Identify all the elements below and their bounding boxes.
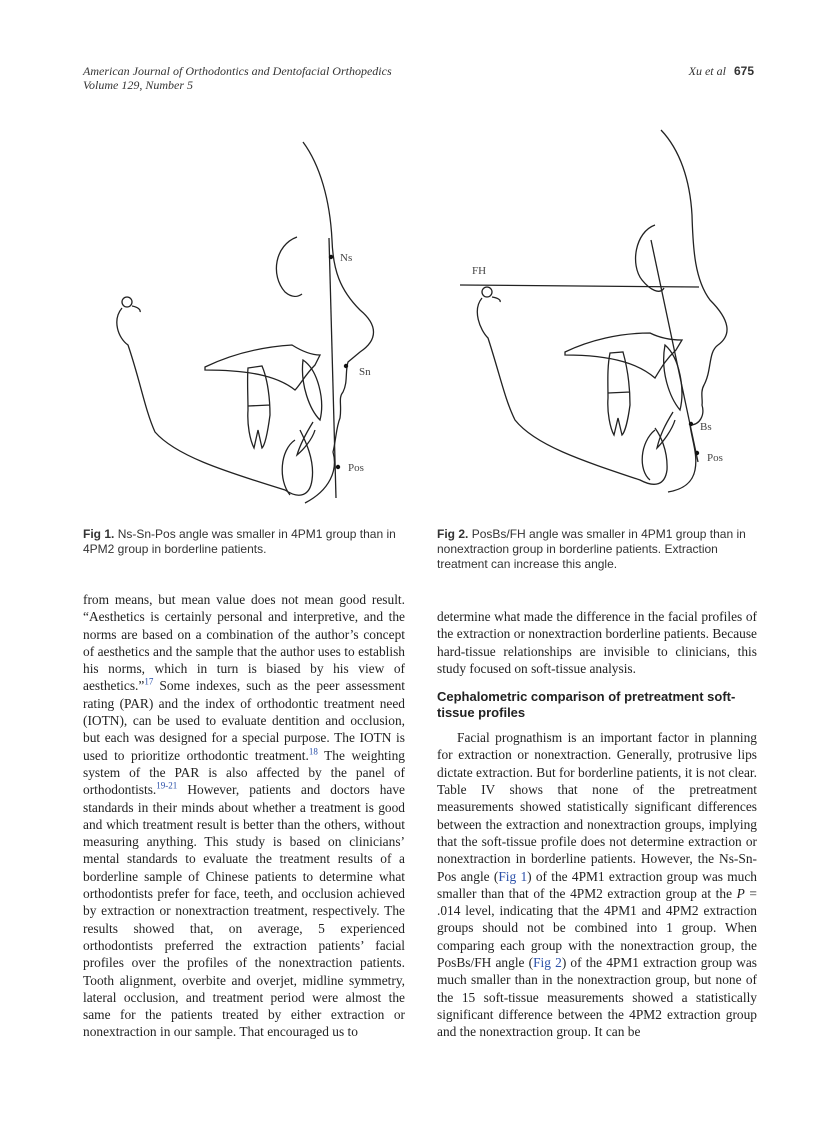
pos-point xyxy=(695,451,699,455)
figure-2-cephalometric-tracing xyxy=(419,0,838,520)
orbit-outline xyxy=(276,237,302,296)
sn-point xyxy=(344,364,348,368)
bs-label: Bs xyxy=(700,421,712,433)
right-text-column xyxy=(437,608,757,1041)
figure-1-caption xyxy=(83,527,405,557)
molar-tooth xyxy=(248,366,270,448)
body-paragraph xyxy=(83,591,405,1041)
sn-label: Sn xyxy=(359,366,371,378)
molar-tooth xyxy=(608,352,630,435)
text-run: ) of the 4PM1 extraction group was much smaller than that of the 4PM2 extraction group at the xyxy=(437,868,757,901)
bs-point xyxy=(689,422,693,426)
author-names: Xu et al xyxy=(688,64,726,78)
fig-2-link[interactable]: Fig 2 xyxy=(533,955,562,971)
left-text-column xyxy=(83,591,405,1041)
figure-1-cephalometric-tracing xyxy=(0,0,419,520)
pos-point xyxy=(336,465,340,469)
figure-2-caption-text: PosBs/FH angle was smaller in 4PM1 group than in nonextraction group in borderline patients. Extraction treatment can increase this angle. xyxy=(437,527,746,571)
symphysis xyxy=(642,430,655,480)
lower-incisor xyxy=(657,412,675,448)
text-run: Facial prognathism is an important factor in planning for extraction or nonextraction. Generally, protrusive lips dictate extraction. But for borderline patients, it is not clear. Table IV shows that none of the pretreatment measurements showed statistically significant differences between the extraction and nonextraction groups, implying that the soft-tissue profile does not determine extraction or nonextraction in borderline patients. However, the Ns-Sn-Pos angle ( xyxy=(437,730,757,884)
section-heading: Cephalometric comparison of pretreatment soft-tissue profiles xyxy=(437,689,736,721)
journal-title: American Journal of Orthodontics and Dentofacial Orthopedics xyxy=(83,64,392,78)
text-run: = .014 level, indicating that the 4PM1 and 4PM2 extraction groups should not be combined into 1 group. When comparing each group with the nonextraction group, the PosBs/FH angle ( xyxy=(437,885,757,971)
lower-incisor xyxy=(297,422,315,455)
ns-pos-line xyxy=(329,238,336,498)
ns-label: Ns xyxy=(340,252,353,264)
pos-label: Pos xyxy=(348,462,364,474)
reference-18-link[interactable]: 18 xyxy=(308,746,318,757)
mandible-outline xyxy=(117,306,313,495)
journal-volume: Volume 129, Number 5 xyxy=(83,78,193,92)
fh-label: FH xyxy=(472,265,487,277)
figure-1-caption-label: Fig 1. xyxy=(83,527,115,541)
symphysis xyxy=(282,440,295,495)
text-run: The weighting system of the PAR is also affected by the panel of orthodontists. xyxy=(83,747,406,798)
pos-label: Pos xyxy=(707,452,723,464)
text-run: from means, but mean value does not mean good result. “Aesthetics is certainly personal and interpretive, and the norms are based on a combination of the author’s concept of aesthetics and the sample that the author uses to establish his norms, which in turn is biased by his view of aesthetics.” xyxy=(83,592,405,694)
body-paragraph: determine what made the difference in the facial profiles of the extraction or nonextraction borderline patients. Because hard-tissue relationships are invisible to clinicians, this study focused on soft-tissue analysis. xyxy=(437,609,757,676)
soft-tissue-profile xyxy=(661,130,727,492)
reference-19-21-link[interactable]: 19-21 xyxy=(156,780,178,791)
figure-1-caption-text: Ns-Sn-Pos angle was smaller in 4PM1 group than in 4PM2 group in borderline patients. xyxy=(83,527,396,556)
p-value-symbol: P xyxy=(736,885,745,901)
condyle xyxy=(122,297,132,307)
ns-point xyxy=(329,255,333,259)
condyle xyxy=(482,287,492,297)
body-paragraph xyxy=(437,729,757,1040)
figure-2-caption xyxy=(437,527,757,572)
reference-17-link[interactable]: 17 xyxy=(144,677,154,688)
mandible-outline xyxy=(477,297,667,484)
incisor xyxy=(664,345,682,410)
text-run: Some indexes, such as the peer assessment rating (PAR) and the index of orthodontic treatment need (IOTN), can be used to evaluate dentition and occlusion, but each was designed for a special purpose. The IOTN is used to prioritize orthodontic treatment. xyxy=(83,678,405,763)
incisor xyxy=(302,360,321,420)
page-number: 675 xyxy=(733,64,754,78)
fig-1-link[interactable]: Fig 1 xyxy=(498,868,528,884)
soft-tissue-profile xyxy=(303,142,374,503)
fh-line xyxy=(460,285,699,287)
text-run: However, patients and doctors have standards in their minds about whether a treatment is good and which treatment result is better than the others, without measuring anything. This study is based on clinicians’ mental standards to evaluate the treatment results of a borderline sample of Chinese patients to determine what orthodontists prefer for face, teeth, and occlusion achieved by extraction or nonextraction treatment, respectively. The results showed that, on average, 5 experienced orthodontists preferred the extraction patients’ facial profiles over the profiles of the nonextraction patients. Tooth alignment, overbite and overjet, midline symmetry, lateral occlusion, and treatment period were almost the same for the patients treated by either extraction or nonextraction in our sample. That encouraged us to xyxy=(83,782,405,1040)
text-run: ) of the 4PM1 extraction group was much smaller than in the nonextraction group, but none of the 15 soft-tissue measurements showed a statistically significant difference between the 4PM2 extraction group and the nonextraction group. It can be xyxy=(437,955,758,1040)
figure-2-caption-label: Fig 2. xyxy=(437,527,469,541)
